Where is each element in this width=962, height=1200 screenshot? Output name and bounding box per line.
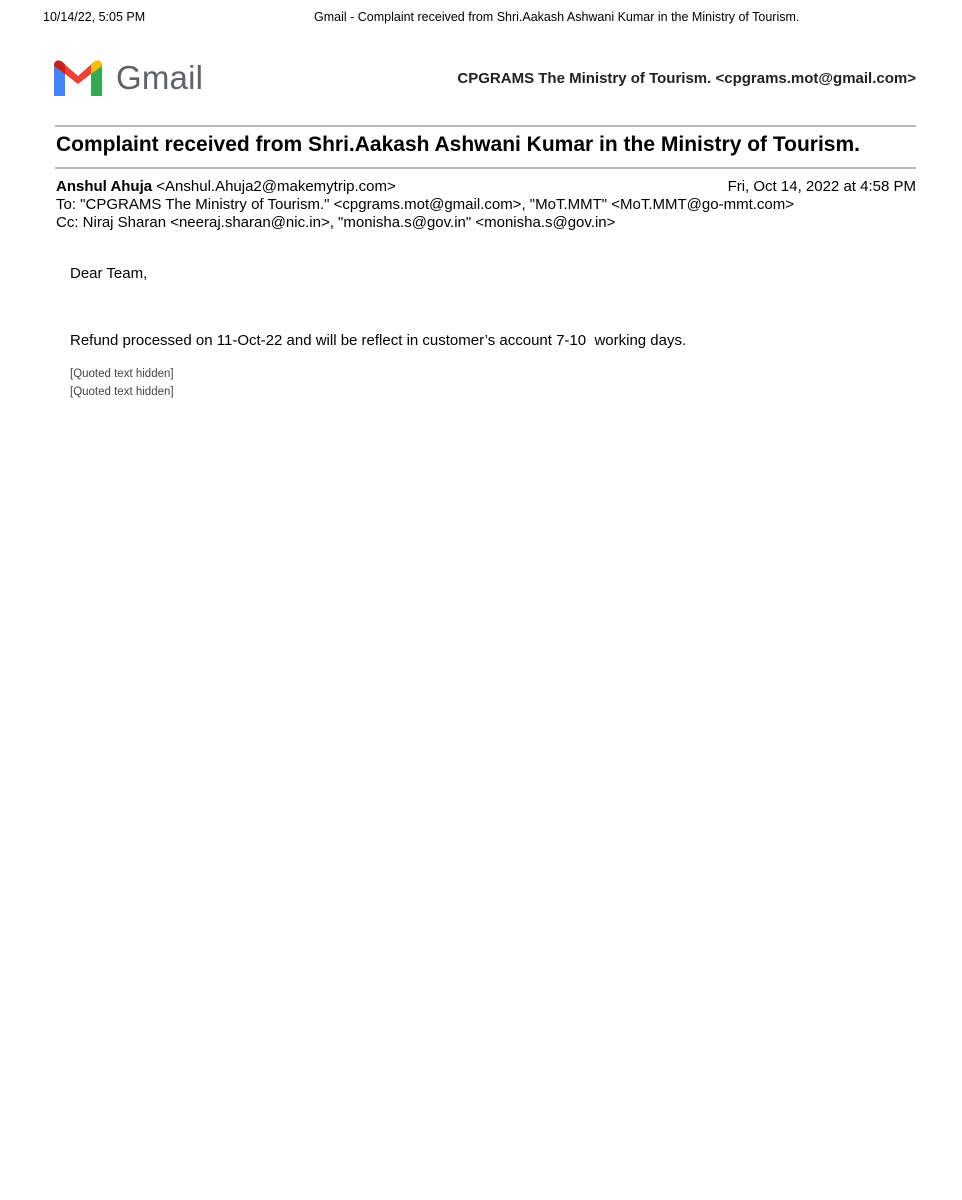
message-date: Fri, Oct 14, 2022 at 4:58 PM	[727, 178, 916, 195]
sender-name: Anshul Ahuja	[56, 178, 153, 195]
print-header	[0, 10, 962, 28]
account-address: CPGRAMS The Ministry of Tourism. <cpgrams.mot@gmail.com>	[457, 70, 916, 87]
sender-email: <Anshul.Ahuja2@makemytrip.com>	[152, 178, 396, 195]
print-datetime: 10/14/22, 5:05 PM	[43, 10, 146, 24]
message-body: Refund processed on 11-Oct-22 and will be reflect in customer’s account 7-10 working days.	[70, 332, 687, 349]
to-line: To: "CPGRAMS The Ministry of Tourism." <cpgrams.mot@gmail.com>, "MoT.MMT" <MoT.MMT@go-mmt.com>	[56, 196, 795, 213]
quoted-text-hidden: [Quoted text hidden]	[70, 368, 174, 380]
gmail-logo	[54, 58, 203, 98]
divider-bottom	[55, 167, 916, 169]
email-subject: Complaint received from Shri.Aakash Ashwani Kumar in the Ministry of Tourism.	[56, 133, 860, 156]
gmail-m-icon	[54, 60, 102, 96]
cc-line: Cc: Niraj Sharan <neeraj.sharan@nic.in>, "monisha.s@gov.in" <monisha.s@gov.in>	[56, 214, 616, 231]
quoted-text-hidden: [Quoted text hidden]	[70, 386, 174, 398]
divider-top	[55, 125, 916, 127]
gmail-wordmark: Gmail	[116, 59, 204, 96]
print-title: Gmail - Complaint received from Shri.Aakash Ashwani Kumar in the Ministry of Tourism.	[314, 10, 800, 24]
message-greeting: Dear Team,	[70, 265, 148, 282]
from-line	[56, 178, 916, 196]
